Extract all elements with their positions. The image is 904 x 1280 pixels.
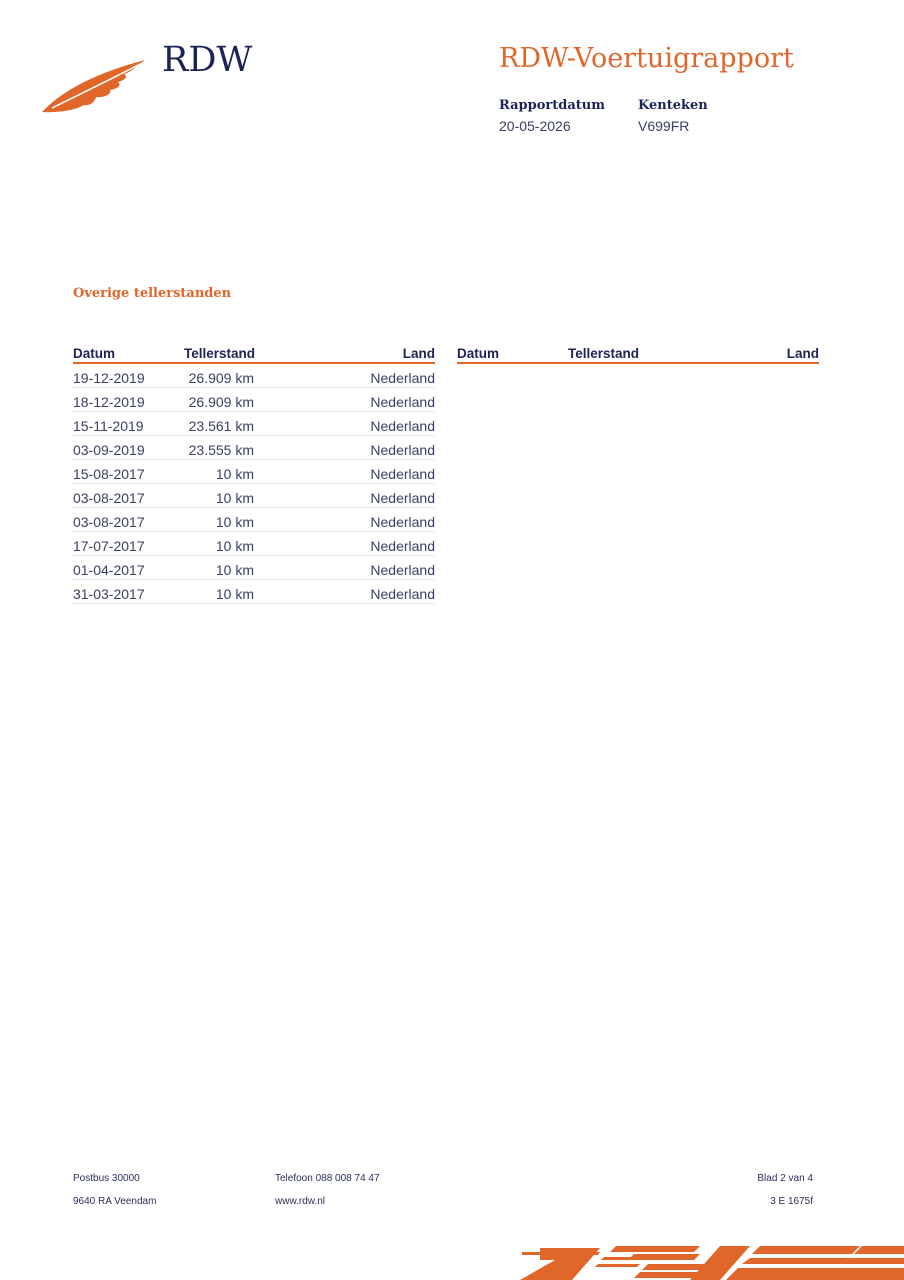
cell-date: 03-08-2017: [73, 514, 145, 530]
cell-count: 23.555 km: [188, 442, 254, 458]
table-row: [73, 556, 435, 580]
cell-country: Nederland: [370, 466, 435, 482]
table-header-right: [457, 344, 819, 364]
cell-country: Nederland: [370, 442, 435, 458]
col-header-country: Land: [402, 346, 435, 361]
footer-code: 3 E 1675f: [770, 1196, 813, 1207]
table-row: [73, 388, 435, 412]
cell-count: 26.909 km: [188, 370, 254, 386]
col-header-country-right: Land: [786, 346, 819, 361]
cell-country: Nederland: [370, 562, 435, 578]
cell-count: 10 km: [215, 562, 254, 578]
section-title: Overige tellerstanden: [73, 286, 232, 301]
cell-country: Nederland: [370, 418, 435, 434]
cell-country: Nederland: [370, 538, 435, 554]
footer-address-line2: 9640 RA Veendam: [73, 1196, 157, 1207]
table-row: [73, 460, 435, 484]
report-date-value: 20-05-2026: [499, 118, 571, 134]
table-row: [73, 436, 435, 460]
rdw-logo: [40, 40, 253, 120]
cell-count: 23.561 km: [188, 418, 254, 434]
footer-page-number: Blad 2 van 4: [757, 1173, 813, 1184]
cell-date: 01-04-2017: [73, 562, 145, 578]
plate-label: Kenteken: [638, 98, 708, 113]
table-row: [73, 484, 435, 508]
rdw-feather-icon: [40, 58, 150, 118]
cell-count: 10 km: [215, 490, 254, 506]
cell-country: Nederland: [370, 514, 435, 530]
cell-country: Nederland: [370, 394, 435, 410]
footer-phone: Telefoon 088 008 74 47: [275, 1173, 380, 1184]
cell-date: 03-09-2019: [73, 442, 145, 458]
table-row: [73, 532, 435, 556]
cell-country: Nederland: [370, 586, 435, 602]
col-header-date: Datum: [73, 346, 116, 361]
cell-count: 10 km: [215, 586, 254, 602]
cell-country: Nederland: [370, 370, 435, 386]
table-body: [73, 364, 435, 604]
table-row: [73, 412, 435, 436]
table-row: [73, 364, 435, 388]
table-row: [73, 508, 435, 532]
cell-date: 17-07-2017: [73, 538, 145, 554]
cell-country: Nederland: [370, 490, 435, 506]
plate-value: V699FR: [638, 118, 690, 134]
report-date-label: Rapportdatum: [499, 98, 605, 113]
cell-date: 15-11-2019: [73, 418, 144, 434]
cell-count: 10 km: [215, 466, 254, 482]
footer-address-line1: Postbus 30000: [73, 1173, 140, 1184]
col-header-count: Tellerstand: [184, 346, 256, 361]
report-title: RDW-Voertuigrapport: [499, 43, 794, 74]
col-header-count-right: Tellerstand: [568, 346, 640, 361]
cell-count: 10 km: [215, 514, 254, 530]
footer-stripes-decoration: [0, 1240, 904, 1280]
table-row: [73, 580, 435, 604]
odometer-table-right: [457, 344, 819, 364]
cell-date: 18-12-2019: [73, 394, 145, 410]
cell-date: 19-12-2019: [73, 370, 145, 386]
cell-date: 15-08-2017: [73, 466, 145, 482]
cell-count: 10 km: [215, 538, 254, 554]
cell-date: 31-03-2017: [73, 586, 145, 602]
table-header: [73, 344, 435, 364]
odometer-table: [73, 344, 435, 604]
footer-website[interactable]: www.rdw.nl: [275, 1196, 326, 1207]
col-header-date-right: Datum: [457, 346, 500, 361]
cell-count: 26.909 km: [188, 394, 254, 410]
cell-date: 03-08-2017: [73, 490, 145, 506]
logo-text: RDW: [162, 40, 253, 80]
